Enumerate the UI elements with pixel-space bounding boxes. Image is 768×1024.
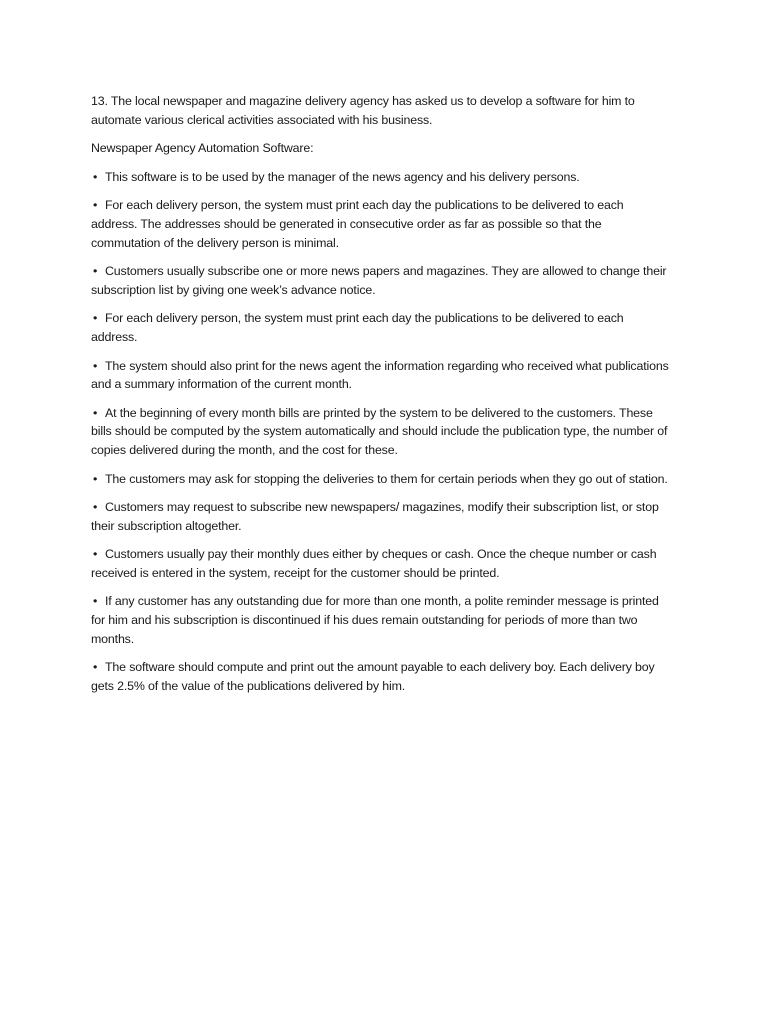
bullet-text: For each delivery person, the system must print each day the publications to be delivered to each address. The addresses should be generated in consecutive order as far as possible so that the commutation of the delivery person is minimal. xyxy=(91,198,624,250)
bullet-text: If any customer has any outstanding due for more than one month, a polite reminder message is printed for him and his subscription is discontinued if his dues remain outstanding for periods of more than two months. xyxy=(91,594,659,646)
bullet-item xyxy=(91,658,671,695)
bullet-text: Customers usually subscribe one or more news papers and magazines. They are allowed to change their subscription list by giving one week’s advance notice. xyxy=(91,264,667,297)
bullet-item xyxy=(91,404,671,460)
bullet-text: Customers usually pay their monthly dues either by cheques or cash. Once the cheque number or cash received is entered in the system, receipt for the customer should be printed. xyxy=(91,547,657,580)
bullet-glyph: • xyxy=(93,471,98,486)
bullet-glyph: • xyxy=(93,169,98,184)
bullet-item xyxy=(91,168,671,187)
bullet-glyph: • xyxy=(93,264,98,279)
bullet-glyph: • xyxy=(93,660,98,675)
intro-paragraph: 13. The local newspaper and magazine delivery agency has asked us to develop a software for him to automate various clerical activities associated with his business. xyxy=(91,94,635,127)
bullet-text: For each delivery person, the system must print each day the publications to be delivered to each address. xyxy=(91,311,624,344)
bullet-item xyxy=(91,196,671,252)
bullet-item xyxy=(91,498,671,535)
bullet-glyph: • xyxy=(93,500,98,515)
bullet-glyph: • xyxy=(93,594,98,609)
bullet-item xyxy=(91,262,671,299)
bullet-text: At the beginning of every month bills are printed by the system to be delivered to the customers. These bills should be computed by the system automatically and should include the publication type, the number of copies delivered during the month, and the cost for these. xyxy=(91,405,668,457)
document-body xyxy=(91,92,671,705)
bullet-item xyxy=(91,592,671,648)
bullet-text: The system should also print for the news agent the information regarding who received what publications and a summary information of the current month. xyxy=(91,358,669,392)
bullet-item xyxy=(91,309,671,346)
bullet-glyph: • xyxy=(93,311,98,326)
bullet-glyph: • xyxy=(93,547,98,562)
bullet-text: Customers may request to subscribe new newspapers/ magazines, modify their subscription list, or stop their subscription altogether. xyxy=(91,500,659,533)
bullet-text: This software is to be used by the manager of the news agency and his delivery persons. xyxy=(105,169,580,184)
bullet-text: The customers may ask for stopping the deliveries to them for certain periods when they go out of station. xyxy=(105,471,668,486)
bullet-item xyxy=(91,545,671,582)
bullet-text: The software should compute and print out the amount payable to each delivery boy. Each delivery boy gets 2.5% of the value of the publications delivered by him. xyxy=(91,660,655,693)
bullet-glyph: • xyxy=(93,358,98,373)
bullet-item xyxy=(91,470,671,489)
bullet-glyph: • xyxy=(93,405,98,420)
bullet-item xyxy=(91,357,671,394)
section-heading: Newspaper Agency Automation Software: xyxy=(91,141,314,156)
bullet-glyph: • xyxy=(93,198,98,213)
